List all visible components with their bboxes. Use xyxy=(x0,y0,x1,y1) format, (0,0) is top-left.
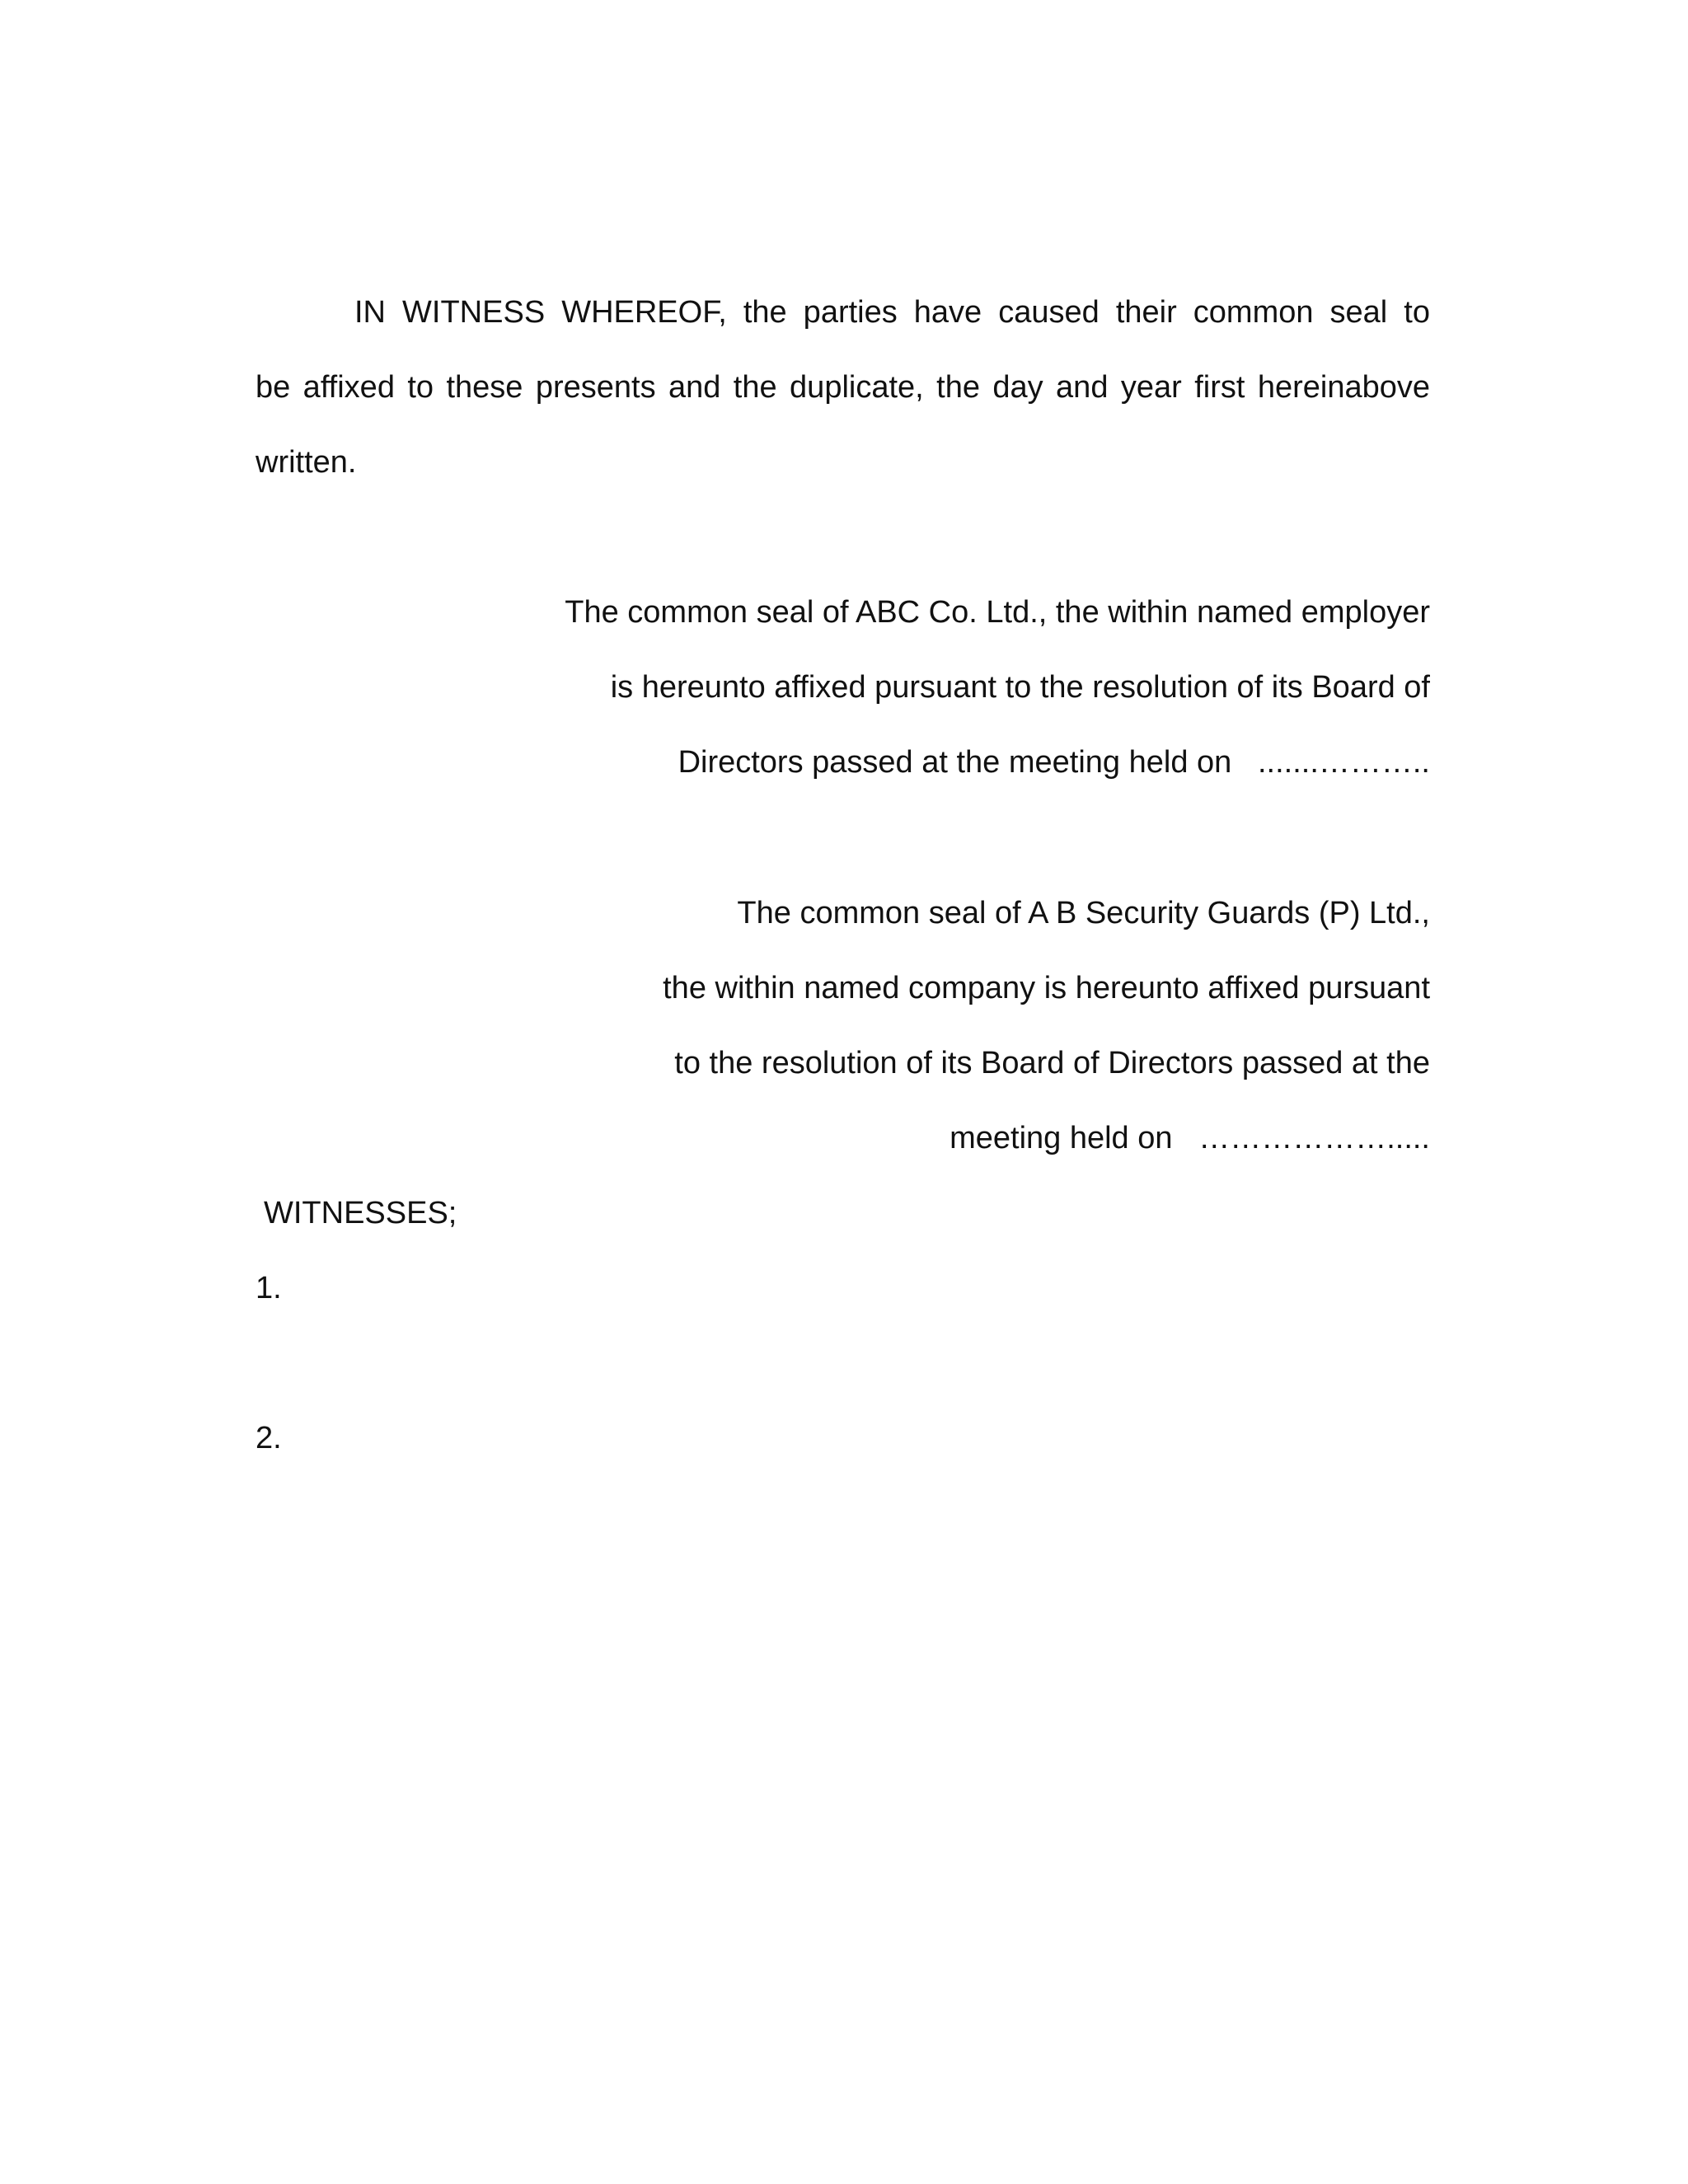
witnesses-heading: WITNESSES; xyxy=(264,1196,457,1230)
witness-clause-line-1: IN WITNESS WHEREOF, the parties have caused their common seal to xyxy=(354,295,1430,330)
company-seal-line-2: the within named company is hereunto affixed pursuant xyxy=(663,971,1430,1005)
employer-seal-date-blank: .......……….. xyxy=(1257,745,1430,780)
witness-clause-line-2: be affixed to these presents and the duplicate, the day and year first hereinabove xyxy=(256,370,1430,405)
employer-seal-line-3-text: Directors passed at the meeting held on xyxy=(678,745,1232,780)
witness-item-1: 1. xyxy=(256,1271,282,1305)
employer-seal-line-3 xyxy=(678,743,1430,781)
company-seal-date-blank: ………………..... xyxy=(1198,1121,1430,1155)
company-seal-line-4 xyxy=(950,1119,1430,1157)
employer-seal-line-1: The common seal of ABC Co. Ltd., the within named employer xyxy=(565,595,1430,630)
company-seal-line-1: The common seal of A B Security Guards (P) Ltd., xyxy=(737,896,1430,930)
witness-item-2: 2. xyxy=(256,1421,282,1455)
employer-seal-gap xyxy=(1231,745,1258,780)
witness-clause-line-3: written. xyxy=(256,445,357,480)
employer-seal-line-2: is hereunto affixed pursuant to the resolution of its Board of xyxy=(610,670,1430,705)
company-seal-line-4-text: meeting held on xyxy=(950,1121,1173,1155)
company-seal-line-3: to the resolution of its Board of Directors passed at the xyxy=(674,1046,1430,1080)
company-seal-gap xyxy=(1173,1121,1199,1155)
